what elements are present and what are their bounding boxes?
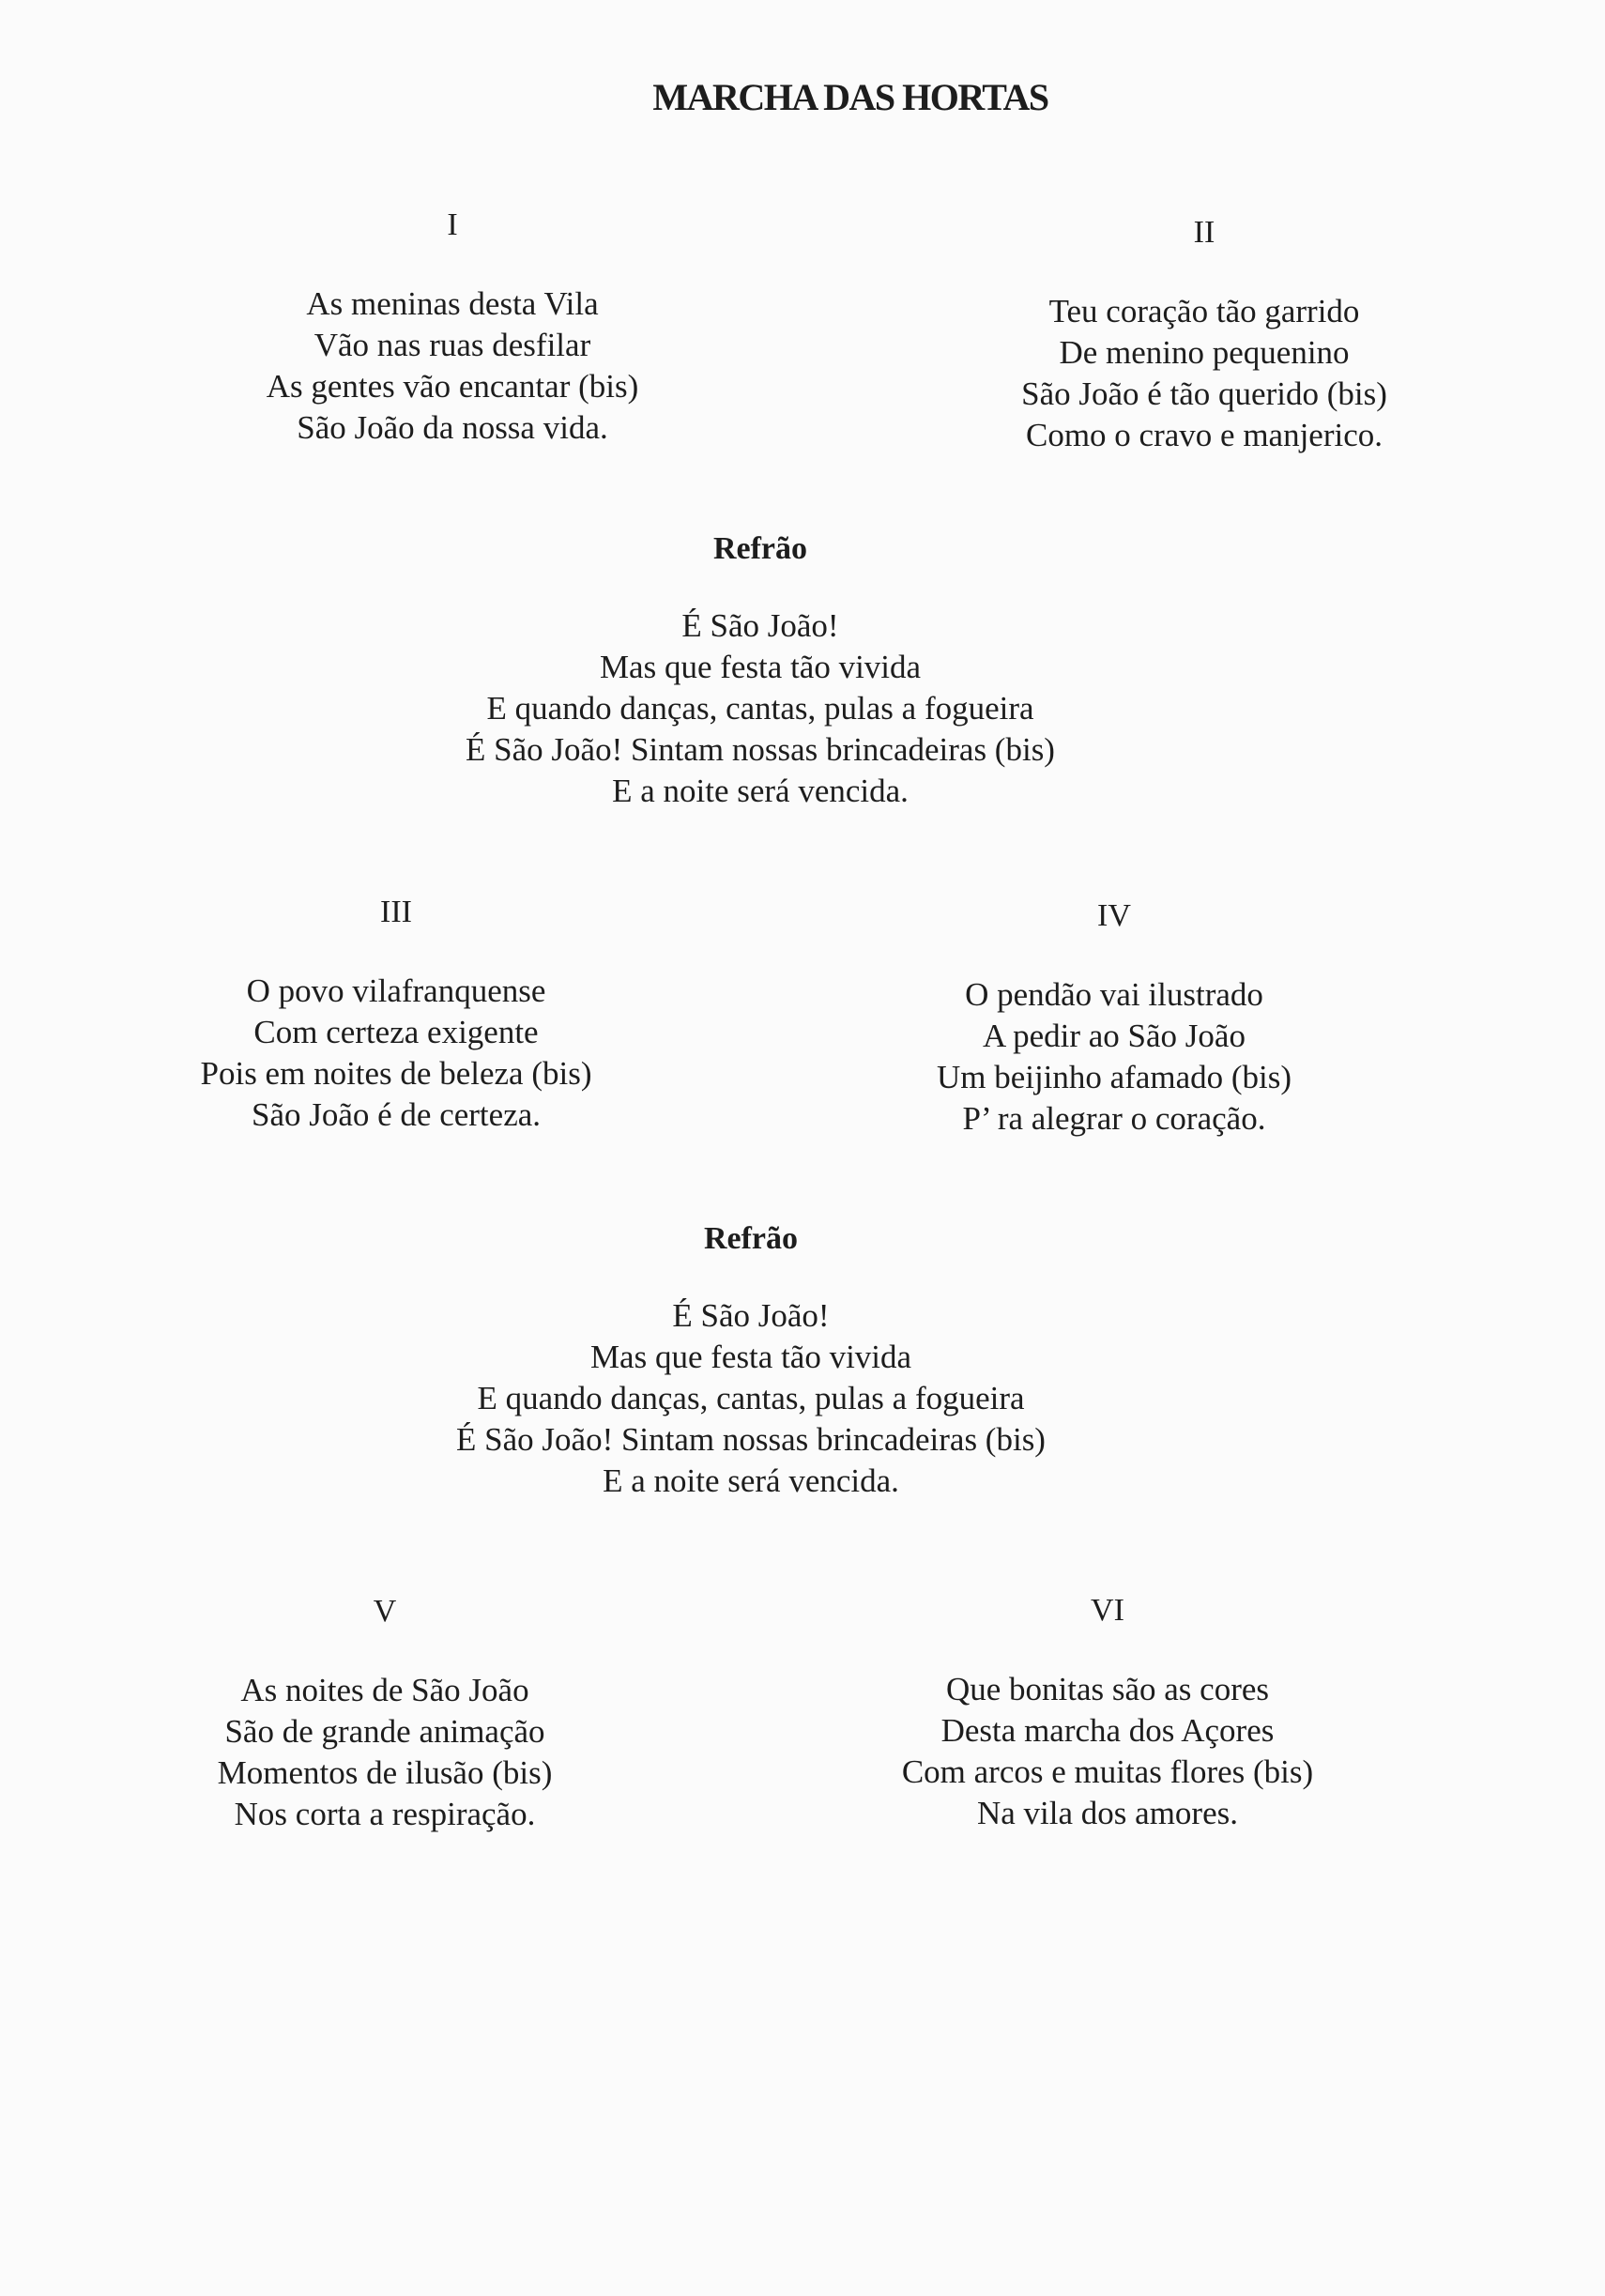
verse-line: A pedir ao São João (983, 1018, 1246, 1054)
verse-line: São João é de certeza. (251, 1096, 542, 1133)
refrain-title: Refrão (712, 531, 808, 566)
verse-5 (150, 1593, 619, 1835)
verse-4 (879, 897, 1349, 1140)
refrain-lines (375, 1295, 1126, 1502)
refrain-line: É São João! (672, 1297, 830, 1334)
verse-1 (218, 207, 687, 449)
page-title: MARCHA DAS HORTAS (652, 76, 1048, 118)
verse-line: Momentos de ilusão (bis) (217, 1754, 553, 1791)
verse-line: As gentes vão encantar (bis) (266, 368, 639, 405)
refrain-line: E quando danças, cantas, pulas a fogueira (486, 690, 1034, 727)
verse-numeral: III (380, 895, 412, 929)
verse-line: Com arcos e muitas flores (bis) (901, 1753, 1314, 1790)
refrain-line: E quando danças, cantas, pulas a fogueira (477, 1380, 1025, 1416)
verse-line: Na vila dos amores. (977, 1795, 1238, 1831)
refrain-line: Mas que festa tão vivida (599, 649, 922, 685)
verse-line: Vão nas ruas desfilar (313, 327, 591, 363)
refrain-line: E a noite será vencida. (603, 1462, 899, 1499)
refrain-line: É São João! Sintam nossas brincadeiras (bis) (456, 1421, 1046, 1458)
verse-line: Pois em noites de beleza (bis) (200, 1055, 592, 1092)
refrain-2 (375, 1220, 1126, 1502)
verse-line: São João da nossa vida. (297, 409, 608, 446)
verse-line: P’ ra alegrar o coração. (962, 1100, 1266, 1137)
verse-line: Como o cravo e manjerico. (1025, 417, 1383, 453)
verse-line: Com certeza exigente (253, 1014, 539, 1050)
verse-line: De menino pequenino (1059, 334, 1350, 371)
verse-numeral: IV (1097, 898, 1131, 933)
refrain-1 (385, 530, 1136, 812)
verse-numeral: V (373, 1594, 397, 1629)
verse-lines (161, 971, 631, 1136)
verse-line: O povo vilafranquense (246, 972, 546, 1009)
refrain-lines (385, 605, 1136, 812)
verse-line: São de grande animação (224, 1713, 545, 1750)
verse-line: As noites de São João (240, 1672, 529, 1708)
verse-lines (150, 1670, 619, 1835)
verse-line: As meninas desta Vila (306, 285, 599, 322)
refrain-title: Refrão (703, 1221, 799, 1256)
refrain-line: É São João! (681, 607, 839, 644)
verse-line: São João é tão querido (bis) (1021, 375, 1387, 412)
verse-line: O pendão vai ilustrado (965, 976, 1263, 1013)
verse-6 (873, 1592, 1342, 1834)
verse-line: Nos corta a respiração. (234, 1796, 536, 1832)
verse-line: Teu coração tão garrido (1048, 293, 1360, 329)
verse-lines (218, 283, 687, 449)
verse-lines (879, 974, 1349, 1140)
verse-lines (970, 291, 1439, 456)
refrain-line: É São João! Sintam nossas brincadeiras (bis) (466, 731, 1055, 768)
verse-numeral: I (447, 207, 458, 242)
verse-numeral: II (1193, 215, 1215, 250)
verse-line: Que bonitas são as cores (945, 1671, 1270, 1707)
verse-numeral: VI (1091, 1593, 1124, 1628)
refrain-line: Mas que festa tão vivida (589, 1339, 912, 1375)
verse-line: Desta marcha dos Açores (940, 1712, 1275, 1749)
refrain-line: E a noite será vencida. (612, 773, 909, 809)
verse-3 (161, 894, 631, 1136)
verse-lines (873, 1669, 1342, 1834)
verse-2 (970, 214, 1439, 456)
verse-line: Um beijinho afamado (bis) (936, 1059, 1292, 1095)
